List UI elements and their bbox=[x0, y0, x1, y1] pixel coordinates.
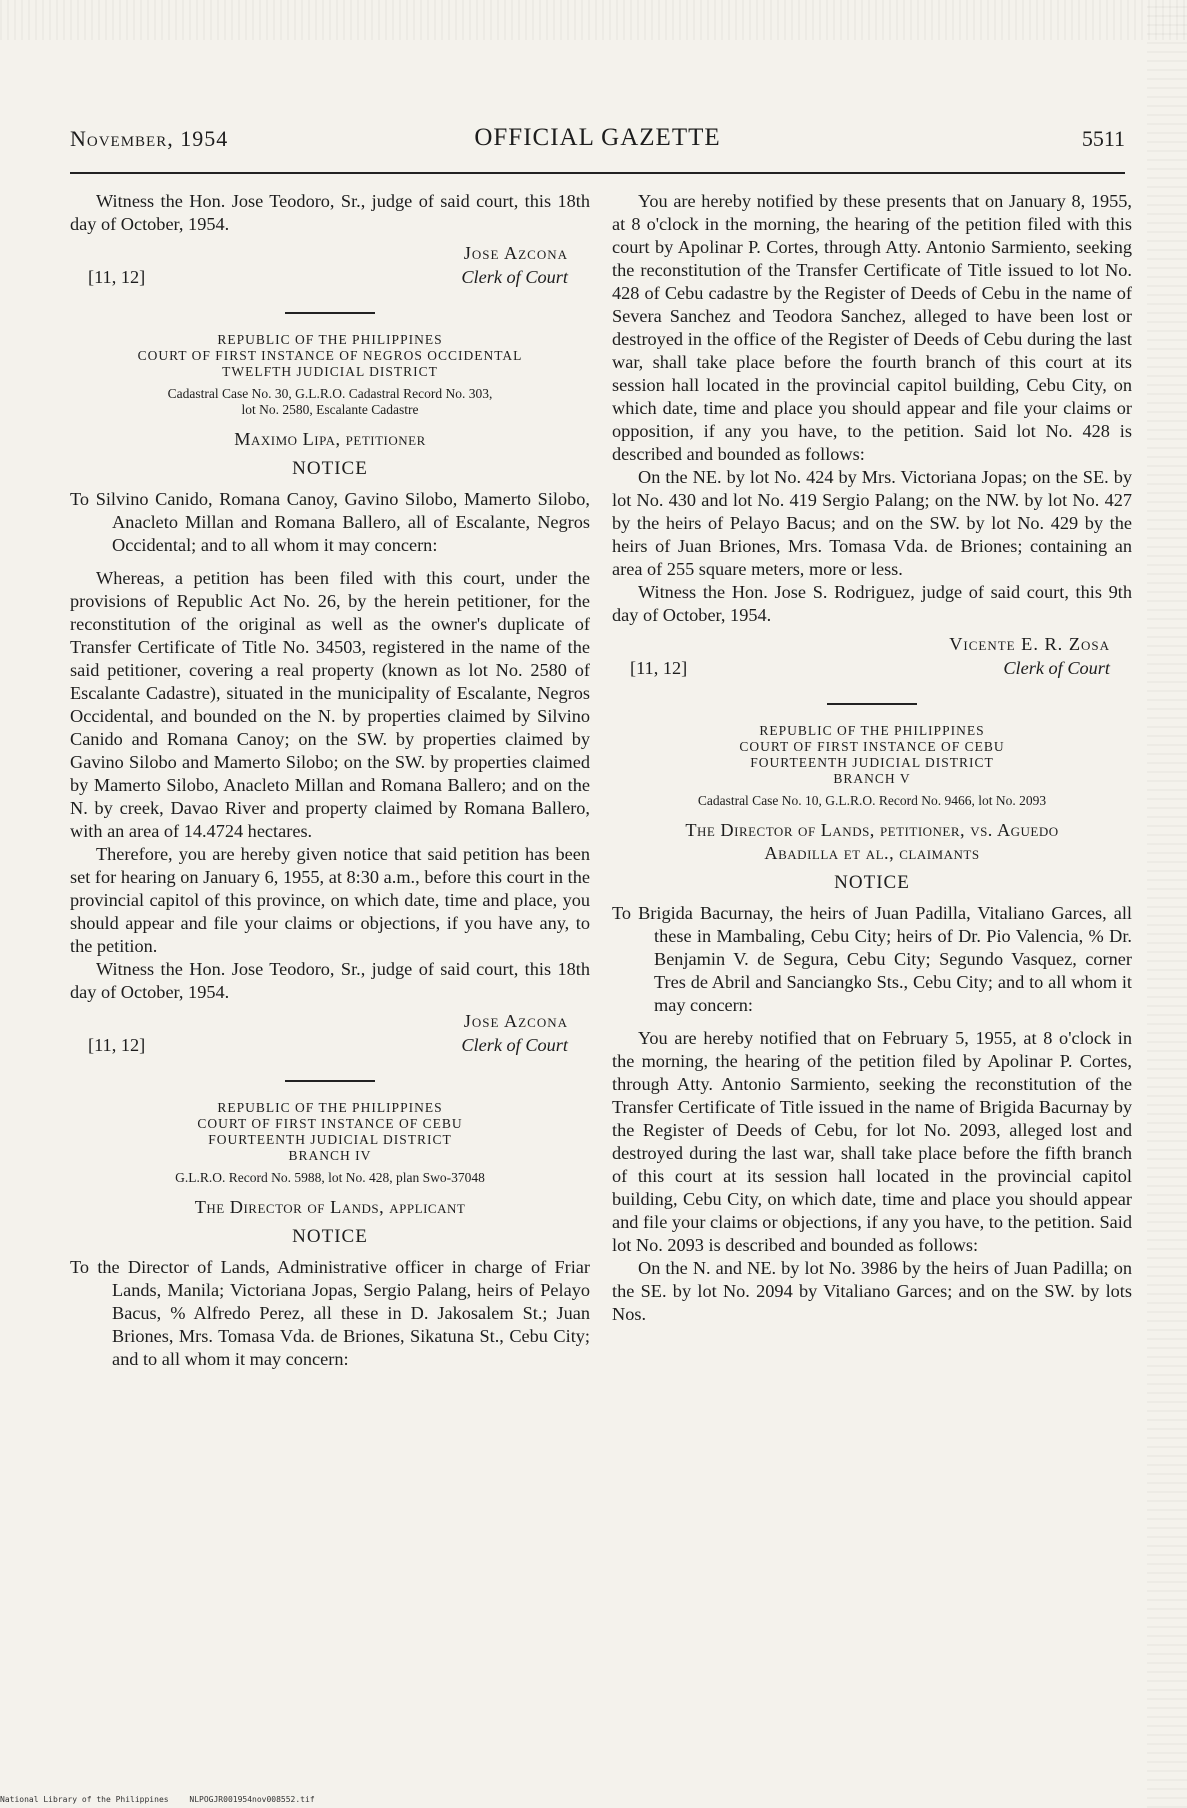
left-column bbox=[70, 190, 590, 1381]
court-line: COURT OF FIRST INSTANCE OF CEBU bbox=[197, 1116, 463, 1131]
court-line: FOURTEENTH JUDICIAL DISTRICT bbox=[208, 1132, 452, 1147]
section-divider bbox=[285, 1080, 375, 1082]
header-rule bbox=[70, 172, 1125, 174]
clerk-title: Clerk of Court bbox=[461, 1035, 568, 1055]
clerk-name: Jose Azcona bbox=[463, 243, 568, 263]
court-line: FOURTEENTH JUDICIAL DISTRICT bbox=[750, 755, 994, 770]
body-paragraph: You are hereby notified by these presents that on January 8, 1955, at 8 o'clock in the morning, the hearing of the petition filed with this court by Apolinar P. Cortes, through Atty. Antonio Sarmiento, seeking the reconstitution of the Transfer Certificate of Title issued to lot No. 428 of Cebu cadastre by the Register of Deeds of Cebu in the name of Severa Sanchez and Teodora Sanchez, alleged to have been lost or destroyed in the office of the Register of Deeds of Cebu during the last war, shall take place before the fourth branch of this court at its session hall located in the provincial capitol building, Cebu City, on which date, time and place you should appear and file your claims or opposition, if any you have, to the petition. Said lot No. 428 is described and bounded as follows: bbox=[612, 191, 1132, 464]
clerk-name: Jose Azcona bbox=[463, 1011, 568, 1031]
signature-block bbox=[70, 242, 590, 296]
footer-filename: NLPOGJR001954nov008552.tif bbox=[189, 1795, 315, 1804]
court-line: BRANCH V bbox=[833, 771, 911, 786]
case-line bbox=[70, 386, 590, 418]
scan-noise-top bbox=[0, 0, 1187, 40]
court-line: REPUBLIC OF THE PHILIPPINES bbox=[217, 332, 443, 347]
notice-title: NOTICE bbox=[292, 458, 368, 479]
parties bbox=[612, 819, 1132, 865]
addressee: To the Director of Lands, Administrative officer in charge of Friar Lands, Manila; Victoriana Jopas, Sergio Palang, heirs of Pelayo Bacus, % Alfredo Perez, all these in D. Jakosalem St.; Juan Briones, Mrs. Tomasa Vda. de Briones, Sikatuna St., Cebu City; and to all whom it may concern: bbox=[70, 1257, 590, 1369]
addressee: To Silvino Canido, Romana Canoy, Gavino Silobo, Mamerto Silobo, Anacleto Millan and Romana Ballero, all of Escalante, Negros Occidental; and to all whom it may concern: bbox=[70, 489, 590, 555]
court-heading bbox=[612, 723, 1132, 787]
court-heading bbox=[70, 1100, 590, 1164]
parties-line: The Director of Lands, petitioner, vs. Aguedo bbox=[685, 820, 1059, 840]
court-line: TWELFTH JUDICIAL DISTRICT bbox=[222, 364, 438, 379]
court-line: COURT OF FIRST INSTANCE OF NEGROS OCCIDENTAL bbox=[137, 348, 523, 363]
parties: The Director of Lands, applicant bbox=[194, 1197, 466, 1217]
scan-noise-right bbox=[1147, 0, 1187, 1808]
witness-paragraph: Witness the Hon. Jose S. Rodriguez, judge of said court, this 9th day of October, 1954. bbox=[612, 582, 1132, 625]
court-line: BRANCH IV bbox=[288, 1148, 372, 1163]
issue-reference: [11, 12] bbox=[88, 267, 146, 287]
clerk-name: Vicente E. R. Zosa bbox=[949, 634, 1110, 654]
parties-line: Abadilla et al., claimants bbox=[764, 843, 980, 863]
notice-title: NOTICE bbox=[292, 1226, 368, 1247]
court-line: REPUBLIC OF THE PHILIPPINES bbox=[759, 723, 985, 738]
body-paragraph: You are hereby notified that on February 5, 1955, at 8 o'clock in the morning, the hearing of the petition filed by Apolinar P. Cortes, through Atty. Antonio Sarmiento, seeking the reconstitution of the Transfer Certificate of Title issued in the name of Brigida Bacurnay by the Register of Deeds of Cebu, for lot No. 2093, alleged lost and destroyed during the last war, shall take place before the fifth branch of this court at its session hall located in the provincial capitol building, Cebu City, on which date, time and place you should appear and file your claims or objections, if any you have, to the petition. Said lot No. 2093 is described and bounded as follows: bbox=[612, 1028, 1132, 1255]
court-line: REPUBLIC OF THE PHILIPPINES bbox=[217, 1100, 443, 1115]
clerk-title: Clerk of Court bbox=[461, 267, 568, 287]
body-paragraph: Therefore, you are hereby given notice that said petition has been set for hearing on January 6, 1955, at 8:30 a.m., before this court in the provincial capitol of this province, on which date, time and place, you should appear and file your claims or objections, if you have any, to the petition. bbox=[70, 844, 590, 956]
page-number: 5511 bbox=[1081, 126, 1125, 151]
header-date: November, 1954 bbox=[70, 126, 229, 151]
court-line: COURT OF FIRST INSTANCE OF CEBU bbox=[739, 739, 1005, 754]
body-paragraph: Whereas, a petition has been filed with this court, under the provisions of Republic Act No. 26, by the herein petitioner, for the reconstitution of the original as well as the owner's duplicate of Transfer Certificate of Title No. 34503, registered in the name of the said petitioner, covering a real property (known as lot No. 2580 of Escalante Cadastre), situated in the municipality of Escalante, Negros Occidental, and bounded on the N. by properties claimed by Silvino Canido and Romana Canoy; on the SW. by properties claimed by Gavino Silobo and Mamerto Silobo; on the SW. by properties claimed by Mamerto Silobo, Anacleto Millan and Romana Ballero; and on the N. by creek, Davao River and property claimed by Romana Ballero, with an area of 14.4724 hectares. bbox=[70, 568, 590, 841]
case-line: G.L.R.O. Record No. 5988, lot No. 428, plan Swo-37048 bbox=[175, 1170, 485, 1185]
court-heading bbox=[70, 332, 590, 380]
body-paragraph: On the NE. by lot No. 424 by Mrs. Victoriana Jopas; on the SE. by lot No. 430 and lot No. 419 Sergio Palang; on the NW. by lot No. 427 by the heirs of Pelayo Bacus; and on the SW. by lot No. 429 by the heirs of Juan Briones, Mrs. Tomasa Vda. de Briones; containing an area of 255 square meters, more or less. bbox=[612, 467, 1132, 579]
notice-title: NOTICE bbox=[834, 872, 910, 893]
signature-block bbox=[612, 633, 1132, 687]
witness-paragraph: Witness the Hon. Jose Teodoro, Sr., judge of said court, this 18th day of October, 1954. bbox=[70, 191, 590, 234]
witness-paragraph: Witness the Hon. Jose Teodoro, Sr., judge of said court, this 18th day of October, 1954. bbox=[70, 959, 590, 1002]
page-header bbox=[70, 126, 1125, 166]
scan-footer bbox=[0, 1795, 331, 1804]
issue-reference: [11, 12] bbox=[88, 1035, 146, 1055]
case-line: Cadastral Case No. 10, G.L.R.O. Record No. 9466, lot No. 2093 bbox=[697, 793, 1047, 808]
publication-title: OFFICIAL GAZETTE bbox=[474, 124, 721, 151]
case-line-2: lot No. 2580, Escalante Cadastre bbox=[241, 402, 419, 417]
section-divider bbox=[285, 312, 375, 314]
clerk-title: Clerk of Court bbox=[1003, 658, 1110, 678]
parties: Maximo Lipa, petitioner bbox=[234, 429, 426, 449]
right-column bbox=[612, 190, 1132, 1326]
issue-reference: [11, 12] bbox=[630, 658, 688, 678]
case-line-1: Cadastral Case No. 30, G.L.R.O. Cadastral Record No. 303, bbox=[167, 386, 493, 401]
body-paragraph: On the N. and NE. by lot No. 3986 by the heirs of Juan Padilla; on the SE. by lot No. 2094 by Vitaliano Garces; and on the SW. by lots Nos. bbox=[612, 1258, 1132, 1324]
signature-block bbox=[70, 1010, 590, 1064]
section-divider bbox=[827, 703, 917, 705]
footer-library: National Library of the Philippines bbox=[0, 1795, 169, 1804]
addressee: To Brigida Bacurnay, the heirs of Juan Padilla, Vitaliano Garces, all these in Mambaling, Cebu City; heirs of Dr. Pio Valencia, % Dr. Benjamin V. de Segura, Cebu City; Segundo Vasquez, corner Tres de Abril and Sanciangko Sts., Cebu City; and to all whom it may concern: bbox=[612, 903, 1132, 1015]
